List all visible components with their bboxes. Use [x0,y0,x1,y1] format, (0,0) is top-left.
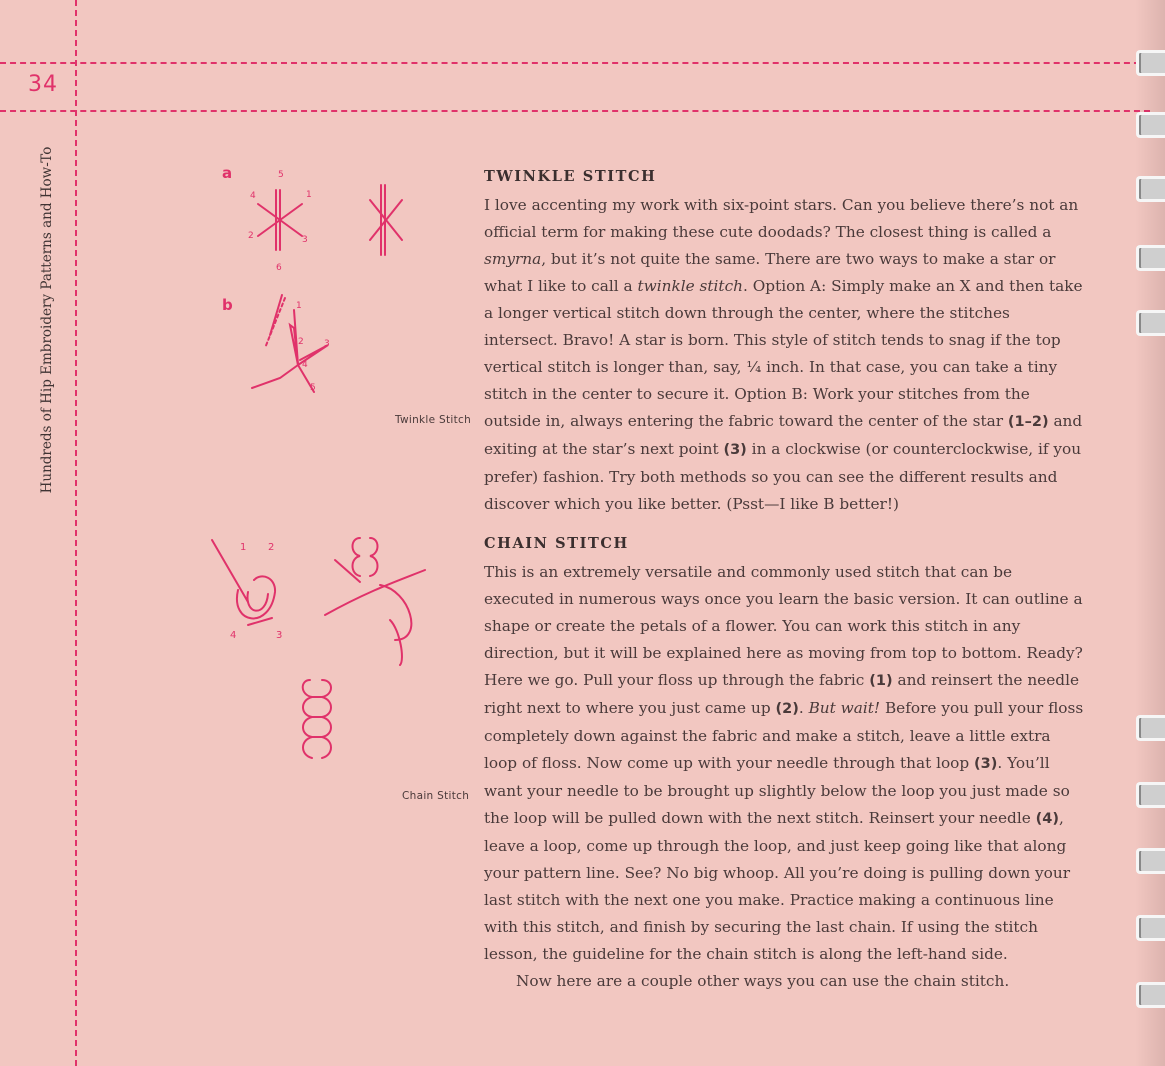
twinkle-stitch-paragraph: I love accenting my work with six-point stars. Can you believe there’s not an official term for making these cute doodads? The closest thing is called a smyrna, but it’s not quite the same. There are two ways to make a star or what I like to call a twinkle stitch. Option A: Simply make an X and then take a longer vertical stitch down through the center, where the stitches intersect. Bravo! A star is born. This style of stitch tends to snag if the top vertical stitch is longer than, say, ¹⁄₄ inch. In that case, you can take a tiny stitch in the center to secure it. Option B: Work your stitches from the outside in, always entering the fabric toward the center of the star (1–2) and exiting at the star’s next point (3) in a clockwise (or counterclockwise, if you prefer) fashion. Try both methods so you can see the different results and discover which you like better. (Psst—I like B better!) [484,196,1083,513]
running-head: Hundreds of Hip Embroidery Patterns and How-To [39,146,55,494]
spiral-ring [1136,915,1165,941]
a-number: 4 [250,191,256,201]
chain-stitch-closing: Now here are a couple other ways you can use the chain stitch. [516,972,1010,990]
twinkle-star-a1 [258,190,302,250]
chain-result [303,680,331,758]
spiral-ring [1136,982,1165,1008]
page-number: 34 [28,72,58,97]
spiral-ring [1136,50,1165,76]
chain-step-two [325,538,425,665]
chain-number: 1 [240,542,247,553]
dashed-rule-vertical [75,0,77,1066]
chain-caption: Chain Stitch [402,790,470,802]
spiral-ring [1136,310,1165,336]
twinkle-stitch-heading: TWINKLE STITCH [484,168,657,185]
main-text-column [484,163,1084,995]
spiral-ring [1136,176,1165,202]
a-number: 6 [276,263,282,273]
spiral-ring [1136,848,1165,874]
chain-stitch-illustration [200,530,440,780]
twinkle-caption: Twinkle Stitch [395,414,472,426]
a-number: 2 [248,231,254,241]
a-number: 3 [302,235,308,245]
page-edge-shadow [1135,0,1165,1066]
chain-stitch-heading: CHAIN STITCH [484,535,629,552]
dashed-rule-top [0,62,1150,64]
label-a: a [222,164,233,182]
twinkle-star-b [252,295,328,392]
label-b: b [222,296,233,314]
spiral-ring [1136,245,1165,271]
twinkle-star-a2 [370,185,402,255]
b-number: 5 [310,383,316,393]
chain-number: 4 [230,630,237,641]
dashed-rule-second [0,110,1150,112]
chain-number: 2 [268,542,275,553]
a-number: 5 [278,170,284,180]
twinkle-stitch-illustration [210,160,430,400]
b-number: 1 [296,301,302,311]
chain-number: 3 [276,630,283,641]
b-number: 3 [324,339,330,349]
spiral-ring [1136,782,1165,808]
a-number: 1 [306,190,312,200]
spiral-ring [1136,112,1165,138]
spiral-ring [1136,715,1165,741]
chain-stitch-paragraph: This is an extremely versatile and commonly used stitch that can be executed in numerous ways once you learn the basic version. It can outline a shape or create the petals of a flower. You can work this stitch in any direction, but it will be explained here as moving from top to bottom. Ready? Here we go. Pull your floss up through the fabric (1) and reinsert the needle right next to where you just came up (2). But wait! Before you pull your floss completely down against the fabric and make a stitch, leave a little extra loop of floss. Now come up with your needle through that loop (3). You’ll want your needle to be brought up slightly below the loop you just made so the loop will be pulled down with the next stitch. Reinsert your needle (4), leave a loop, come up through the loop, and just keep going like that along your pattern line. See? No big whoop. All you’re doing is pulling down your last stitch with the next one you make. Practice making a continuous line with this stitch, and finish by securing the last chain. If using the stitch lesson, the guideline for the chain stitch is along the left-hand side. [484,563,1084,963]
b-number: 2 [298,337,304,347]
b-number: 4 [302,360,308,370]
